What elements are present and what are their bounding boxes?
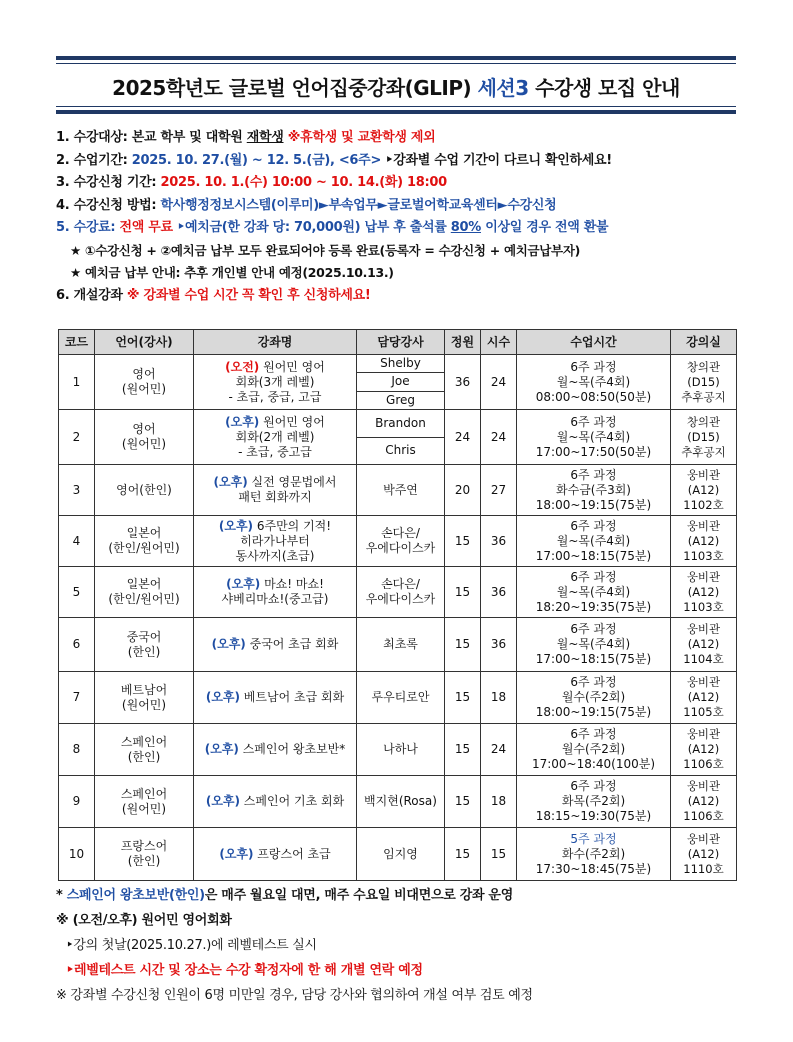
course-schedule: 6주 과정 월~목(주4회) 18:20~19:35(75분) — [517, 567, 671, 618]
course-title: (오후) 프랑스어 초급 — [194, 828, 357, 881]
table-body — [59, 355, 737, 881]
course-time-tag: (오후) — [204, 742, 239, 756]
course-instructor: 최초록 — [357, 618, 445, 672]
course-title: (오후) 마쇼! 마쇼! 샤베리마쇼!(중고급) — [194, 567, 357, 618]
registration-dates: 2025. 10. 1.(수) 10:00 ~ 10. 14.(화) 18:00 — [160, 175, 447, 190]
course-title: (오후) 원어민 영어 회화(2개 레벨) - 초급, 중고급 — [194, 410, 357, 465]
note-spanish-text: 은 매주 월요일 대면, 매주 수요일 비대면으로 강좌 운영 — [204, 888, 513, 903]
course-schedule: 6주 과정 월~목(주4회) 17:00~18:15(75분) — [517, 516, 671, 567]
course-hours: 24 — [481, 355, 517, 410]
course-title: (오후) 스페인어 왕초보반* — [194, 724, 357, 776]
title-session: 세션3 — [477, 76, 529, 100]
course-time-tag: (오후) — [219, 846, 254, 861]
notes-section — [56, 883, 746, 1008]
course-time-tag: (오후) — [226, 577, 261, 591]
course-room: 웅비관 (A12) 1105호 — [671, 672, 737, 724]
note-spanish — [56, 883, 746, 908]
course-title: (오후) 6주만의 기적! 히라가나부터 동사까지(초급) — [194, 516, 357, 567]
info-fee — [56, 217, 746, 240]
course-instructor: 루우티로안 — [357, 672, 445, 724]
fee-label: 5. 수강료: — [56, 220, 120, 235]
course-language: 일본어 (한인/원어민) — [95, 516, 194, 567]
course-capacity: 15 — [445, 724, 481, 776]
course-title: (오전) 원어민 영어 회화(3개 레벨) - 초급, 중급, 고급 — [194, 355, 357, 410]
course-hours: 18 — [481, 672, 517, 724]
info-star-1: ★ ①수강신청 + ②예치금 납부 모두 완료되어야 등록 완료(등록자 = 수강신청 + 예치금납부자) — [70, 242, 581, 258]
course-schedule: 6주 과정 화목(주2회) 18:15~19:30(75분) — [517, 776, 671, 828]
table-row — [59, 828, 737, 881]
note-spanish-course: 스페인어 왕초보반(한인) — [66, 888, 205, 903]
course-capacity: 15 — [445, 776, 481, 828]
column-header: 담당강사 — [357, 330, 445, 355]
course-title: (오후) 실전 영문법에서 패턴 회화까지 — [194, 465, 357, 516]
target-exclusion: ※휴학생 및 교환학생 제외 — [283, 130, 436, 145]
course-language: 중국어 (한인) — [95, 618, 194, 672]
course-hours: 27 — [481, 465, 517, 516]
table-row — [59, 355, 737, 410]
course-language: 스페인어 (한인) — [95, 724, 194, 776]
course-time-tag: (오후) — [205, 690, 240, 704]
course-room: 창의관 (D15) 추후공지 — [671, 410, 737, 465]
registration-label: 3. 수강신청 기간: — [56, 175, 161, 190]
course-code: 6 — [59, 618, 95, 672]
course-schedule: 6주 과정 월~목(주4회) 17:00~18:15(75분) — [517, 618, 671, 672]
course-language: 영어 (원어민) — [95, 355, 194, 410]
course-room: 창의관 (D15) 추후공지 — [671, 355, 737, 410]
target-label: 1. 수강대상: 본교 학부 및 대학원 — [56, 130, 247, 145]
instructor-name: Joe — [357, 373, 444, 391]
course-time-tag: (오후) — [213, 475, 248, 489]
info-registration-period — [56, 172, 746, 195]
course-language: 영어 (원어민) — [95, 410, 194, 465]
course-code: 9 — [59, 776, 95, 828]
note-english: ※ (오전/오후) 원어민 영어회화 — [56, 913, 232, 928]
course-language: 일본어 (한인/원어민) — [95, 567, 194, 618]
course-room: 웅비관 (A12) 1106호 — [671, 776, 737, 828]
course-schedule: 6주 과정 화수금(주3회) 18:00~19:15(75분) — [517, 465, 671, 516]
course-schedule: 6주 과정 월수(주2회) 17:00~18:40(100분) — [517, 724, 671, 776]
page-title — [56, 72, 736, 101]
course-instructor: 임지영 — [357, 828, 445, 881]
course-code: 3 — [59, 465, 95, 516]
method-path: 학사행정정보시스템(이루미)►부속업무►글로벌어학교육센터►수강신청 — [160, 197, 557, 213]
course-hours: 24 — [481, 724, 517, 776]
column-header: 정원 — [445, 330, 481, 355]
period-dates: 2025. 10. 27.(월) ~ 12. 5.(금), <6주> — [131, 152, 382, 168]
course-title: (오후) 스페인어 기초 회화 — [194, 776, 357, 828]
course-capacity: 15 — [445, 672, 481, 724]
column-header: 강의실 — [671, 330, 737, 355]
table-row — [59, 410, 737, 465]
course-hours: 18 — [481, 776, 517, 828]
method-label: 4. 수강신청 방법: — [56, 197, 161, 213]
course-code: 10 — [59, 828, 95, 881]
title-bar — [56, 56, 736, 114]
course-table — [58, 329, 737, 881]
course-room: 웅비관 (A12) 1102호 — [671, 465, 737, 516]
table-header-row — [59, 330, 737, 355]
info-period — [56, 150, 746, 173]
note-level-test: ‣강의 첫날(2025.10.27.)에 레벨테스트 실시 — [66, 938, 317, 953]
course-code: 4 — [59, 516, 95, 567]
course-instructor: 손다은/ 우에다이스카 — [357, 516, 445, 567]
note-level-contact: ‣레벨테스트 시간 및 장소는 수강 확정자에 한 해 개별 연락 예정 — [66, 963, 423, 978]
instructor-name: Brandon — [357, 410, 444, 438]
course-room: 웅비관 (A12) 1104호 — [671, 618, 737, 672]
course-room: 웅비관 (A12) 1103호 — [671, 567, 737, 618]
course-language: 영어(한인) — [95, 465, 194, 516]
title-text: 2025학년도 글로벌 언어집중강좌(GLIP) — [112, 76, 478, 100]
course-instructor: 박주연 — [357, 465, 445, 516]
info-target — [56, 127, 746, 150]
course-capacity: 20 — [445, 465, 481, 516]
course-time-tag: (오후) — [211, 637, 246, 651]
course-title: (오후) 베트남어 초급 회화 — [194, 672, 357, 724]
course-code: 1 — [59, 355, 95, 410]
fee-free: 전액 무료 — [119, 220, 173, 235]
column-header: 시수 — [481, 330, 517, 355]
fee-refund: 이상일 경우 전액 환불 — [480, 220, 609, 235]
course-schedule: 6주 과정 월~목(주4회) 17:00~17:50(50분) — [517, 410, 671, 465]
course-instructor: 손다은/ 우에다이스카 — [357, 567, 445, 618]
course-capacity: 36 — [445, 355, 481, 410]
course-capacity: 15 — [445, 567, 481, 618]
course-schedule: 5주 과정 화수(주2회) 17:30~18:45(75분) — [517, 828, 671, 881]
column-header: 수업시간 — [517, 330, 671, 355]
course-code: 7 — [59, 672, 95, 724]
course-language: 프랑스어 (한인) — [95, 828, 194, 881]
course-hours: 36 — [481, 516, 517, 567]
period-label: 2. 수업기간: — [56, 152, 132, 168]
title-text-end: 수강생 모집 안내 — [528, 76, 680, 100]
course-hours: 24 — [481, 410, 517, 465]
table-row — [59, 776, 737, 828]
course-room: 웅비관 (A12) 1103호 — [671, 516, 737, 567]
note-minimum: ※ 강좌별 수강신청 인원이 6명 미만일 경우, 담당 강사와 협의하여 개설 여부 검토 예정 — [56, 988, 533, 1003]
info-courses — [56, 285, 746, 308]
course-instructor: 백지현(Rosa) — [357, 776, 445, 828]
course-title: (오후) 중국어 초급 회화 — [194, 618, 357, 672]
table-row — [59, 672, 737, 724]
fee-deposit: ‣예치금(한 강좌 당: 70,000원) 납부 후 출석률 — [172, 220, 451, 235]
course-hours: 15 — [481, 828, 517, 881]
note-asterisk: * — [56, 888, 67, 903]
fee-attendance: 80% — [450, 220, 481, 235]
period-note: ‣강좌별 수업 기간이 다르니 확인하세요! — [381, 152, 612, 168]
table-row — [59, 618, 737, 672]
table-row — [59, 516, 737, 567]
course-instructor — [357, 410, 445, 465]
course-schedule: 6주 과정 월수(주2회) 18:00~19:15(75분) — [517, 672, 671, 724]
course-language: 베트남어 (원어민) — [95, 672, 194, 724]
instructor-name: Chris — [385, 443, 416, 458]
course-time-tag: (오후) — [218, 518, 254, 533]
info-method — [56, 195, 746, 218]
course-code: 5 — [59, 567, 95, 618]
course-schedule: 6주 과정 월~목(주4회) 08:00~08:50(50분) — [517, 355, 671, 410]
course-instructor — [357, 355, 445, 410]
course-instructor: 나하나 — [357, 724, 445, 776]
column-header: 강좌명 — [194, 330, 357, 355]
info-star-2: ★ 예치금 납부 안내: 추후 개인별 안내 예정(2025.10.13.) — [70, 265, 394, 280]
column-header: 코드 — [59, 330, 95, 355]
course-capacity: 15 — [445, 516, 481, 567]
info-section — [56, 127, 746, 307]
target-underlined: 재학생 — [246, 130, 284, 145]
course-room: 웅비관 (A12) 1110호 — [671, 828, 737, 881]
instructor-name: Greg — [386, 392, 415, 407]
course-time-tag: (오전) — [225, 359, 260, 374]
courses-label: 6. 개설강좌 — [56, 287, 127, 303]
course-time-tag: (오후) — [225, 414, 260, 429]
table-row — [59, 567, 737, 618]
course-capacity: 15 — [445, 828, 481, 881]
course-hours: 36 — [481, 567, 517, 618]
table-row — [59, 724, 737, 776]
course-time-tag: (오후) — [205, 794, 240, 808]
column-header: 언어(강사) — [95, 330, 194, 355]
course-capacity: 15 — [445, 618, 481, 672]
course-hours: 36 — [481, 618, 517, 672]
schedule-weeks: 5주 과정 — [570, 831, 617, 846]
course-code: 8 — [59, 724, 95, 776]
course-language: 스페인어 (원어민) — [95, 776, 194, 828]
table-row — [59, 465, 737, 516]
course-room: 웅비관 (A12) 1106호 — [671, 724, 737, 776]
instructor-name: Shelby — [357, 355, 444, 373]
course-capacity: 24 — [445, 410, 481, 465]
course-code: 2 — [59, 410, 95, 465]
courses-warning: ※ 강좌별 수업 시간 꼭 확인 후 신청하세요! — [126, 287, 371, 303]
